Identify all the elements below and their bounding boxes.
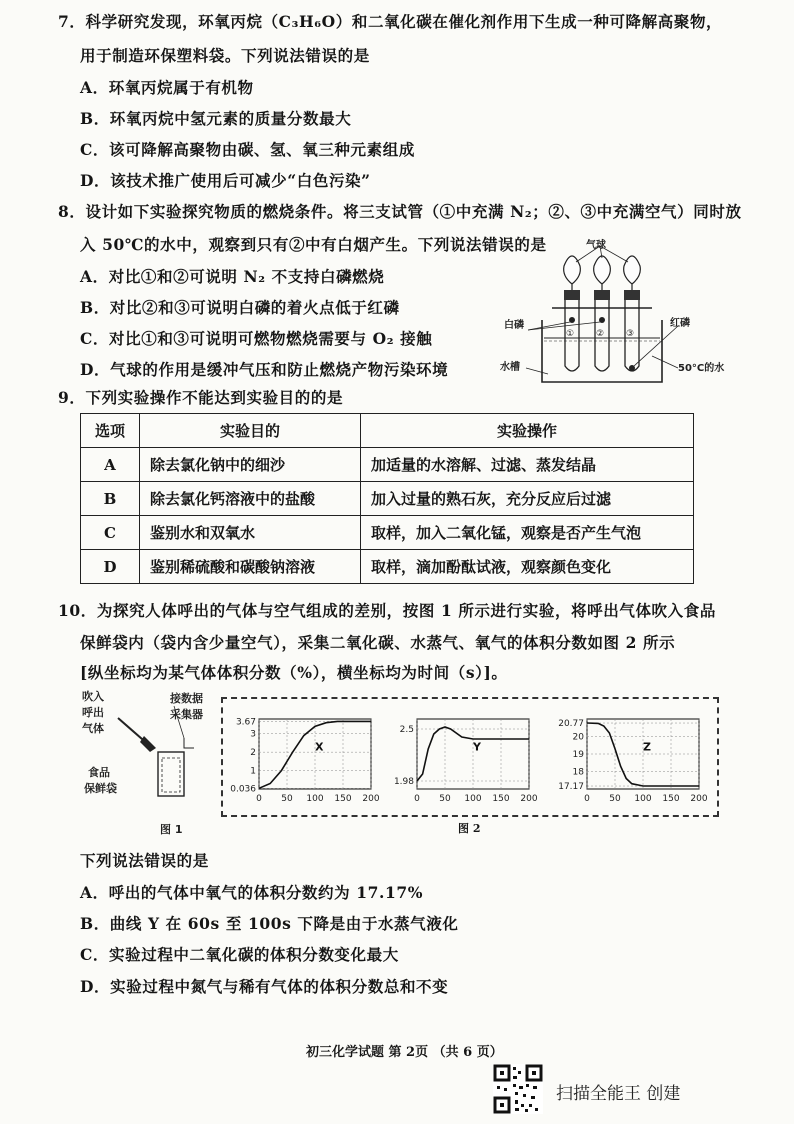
red-phosphorus-label: 红磷 — [670, 318, 690, 329]
table-header-purpose: 实验目的 — [140, 414, 361, 448]
table-cell: 除去氯化钠中的细沙 — [140, 448, 361, 482]
q10-option-d: D．实验过程中氮气与稀有气体的体积分数总和不变 — [80, 977, 449, 996]
table-cell: 取样，滴加酚酞试液，观察颜色变化 — [361, 550, 694, 584]
fig1-blow-label-2: 呼出 — [82, 706, 104, 719]
table-cell: D — [81, 550, 140, 584]
chart-frame — [259, 719, 371, 789]
fig1-sensor-label-1: 接数据 — [170, 692, 203, 705]
fig1-blow-label-1: 吹入 — [82, 690, 104, 703]
chart-x-tick-label: 50 — [439, 794, 451, 804]
q7-option-c: C．该可降解高聚物由碳、氢、氧三种元素组成 — [80, 140, 415, 159]
chart-y-tick-label: 2.5 — [399, 725, 414, 735]
fig1-apparatus — [78, 688, 218, 838]
q10-option-b: B．曲线 Y 在 60s 至 100s 下降是由于水蒸气液化 — [80, 914, 459, 933]
fig2-charts — [221, 697, 719, 817]
chart-y-tick-label: 3.67 — [235, 717, 256, 728]
table-header-option: 选项 — [81, 414, 140, 448]
table-header-operation: 实验操作 — [361, 414, 694, 448]
q10-option-c: C．实验过程中二氧化碳的体积分数变化最大 — [80, 945, 399, 964]
table-cell: A — [81, 448, 140, 482]
chart-x-tick-label: 150 — [492, 794, 510, 804]
qr-code-icon — [493, 1064, 543, 1114]
table-cell: 鉴别水和双氧水 — [140, 516, 361, 550]
q8-stem-line1: 8．设计如下实验探究物质的燃烧条件。将三支试管（①中充满 N₂；②、③中充满空气）同时放 — [58, 202, 742, 221]
scanner-watermark: 扫描全能王 创建 — [556, 1084, 681, 1104]
chart-x-tick-label: 100 — [634, 794, 652, 804]
chart-y-tick-label: 17.17 — [558, 782, 584, 793]
chart-y-tick-label: 19 — [572, 750, 584, 760]
chart-x-tick-label: 200 — [520, 794, 538, 804]
chart-x-tick-label: 150 — [334, 794, 352, 804]
table-header-row — [81, 414, 694, 448]
chart-x-tick-label: 0 — [256, 794, 262, 804]
white-phosphorus-label: 白磷 — [504, 320, 524, 331]
q8-option-d: D．气球的作用是缓冲气压和防止燃烧产物污染环境 — [80, 360, 449, 379]
chart-x-tick-label: 0 — [414, 794, 420, 804]
q10-after-stem: 下列说法错误的是 — [80, 851, 209, 870]
chart-y-tick-label: 1.98 — [393, 777, 414, 787]
fig2-caption: 图 2 — [458, 822, 481, 835]
chart-y-tick-label: 0.036 — [230, 784, 256, 795]
chart-y-tick-label: 20.77 — [558, 719, 584, 730]
table-cell: 加入过量的熟石灰，充分反应后过滤 — [361, 482, 694, 516]
q9-stem: 9．下列实验操作不能达到实验目的的是 — [58, 388, 344, 407]
fig1-bag-label-2: 保鲜袋 — [84, 782, 117, 795]
fig1-bag-label-1: 食品 — [88, 766, 110, 779]
q10-stem-line3: [纵坐标均为某气体体积分数（%），横坐标均为时间（s）]。 — [80, 663, 508, 682]
q8-option-a: A．对比①和②可说明 N₂ 不支持白磷燃烧 — [80, 267, 385, 286]
chart-x-tick-label: 200 — [362, 794, 380, 804]
chart-x-tick-label: 0 — [584, 794, 590, 804]
q7-option-a: A．环氧丙烷属于有机物 — [80, 78, 254, 97]
tube-mark-2: ② — [596, 329, 605, 339]
trough-label: 水槽 — [500, 362, 520, 373]
balloon-label: 气球 — [586, 240, 606, 251]
q9-table — [80, 413, 694, 584]
q7-stem-line1: 7．科学研究发现，环氧丙烷（C₃H₆O）和二氧化碳在催化剂作用下生成一种可降解高聚物， — [58, 12, 723, 31]
chart-x-tick-label: 100 — [306, 794, 324, 804]
q10-stem-line1: 10．为探究人体呼出的气体与空气组成的差别，按图 1 所示进行实验，将呼出气体吹入食品 — [58, 601, 716, 620]
page-footer: 初三化学试题 第 2页 （共 6 页） — [306, 1045, 503, 1060]
table-row — [81, 516, 694, 550]
chart-x-tick-label: 100 — [464, 794, 482, 804]
table-cell: 鉴别稀硫酸和碳酸钠溶液 — [140, 550, 361, 584]
table-cell: B — [81, 482, 140, 516]
chart-y-tick-label: 1 — [250, 766, 256, 777]
chart-x-tick-label: 50 — [281, 794, 293, 804]
q10-stem-line2: 保鲜袋内（袋内含少量空气），采集二氧化碳、水蒸气、氧气的体积分数如图 2 所示 — [80, 633, 676, 652]
chart-x-tick-label: 50 — [609, 794, 621, 804]
q10-option-a: A．呼出的气体中氧气的体积分数约为 17.17% — [80, 883, 424, 902]
table-row — [81, 448, 694, 482]
q7-stem-line2: 用于制造环保塑料袋。下列说法错误的是 — [80, 46, 370, 65]
table-cell: 除去氯化钙溶液中的盐酸 — [140, 482, 361, 516]
chart-x-tick-label: 150 — [662, 794, 680, 804]
q8-option-c: C．对比①和③可说明可燃物燃烧需要与 O₂ 接触 — [80, 329, 433, 348]
combustion-apparatus-figure — [492, 238, 754, 388]
chart-frame — [417, 719, 529, 789]
fig1-caption: 图 1 — [160, 823, 183, 836]
chart-y-tick-label: 3 — [250, 729, 256, 740]
table-cell: 加适量的水溶解、过滤、蒸发结晶 — [361, 448, 694, 482]
table-cell: 取样，加入二氧化锰，观察是否产生气泡 — [361, 516, 694, 550]
tube-mark-3: ③ — [626, 329, 635, 339]
chart-series-label: Z — [643, 740, 651, 754]
table-row — [81, 550, 694, 584]
table-cell: C — [81, 516, 140, 550]
chart-series-label: Y — [473, 740, 481, 754]
chart-x-tick-label: 200 — [690, 794, 708, 804]
q7-option-b: B．环氧丙烷中氢元素的质量分数最大 — [80, 109, 352, 128]
table-row — [81, 482, 694, 516]
chart-y-tick-label: 18 — [572, 767, 584, 778]
fig1-sensor-label-2: 采集器 — [170, 708, 203, 721]
q8-option-b: B．对比②和③可说明白磷的着火点低于红磷 — [80, 298, 400, 317]
q8-stem-line2: 入 50℃的水中，观察到只有②中有白烟产生。下列说法错误的是 — [80, 235, 547, 254]
tube-mark-1: ① — [566, 329, 575, 339]
water-label: 50°C的水 — [678, 363, 725, 374]
chart-y-tick-label: 20 — [572, 732, 584, 743]
chart-y-tick-label: 2 — [250, 748, 256, 759]
q7-option-d: D．该技术推广使用后可减少“白色污染” — [80, 171, 371, 190]
fig1-blow-label-3: 气体 — [82, 722, 104, 735]
chart-series-label: X — [315, 740, 324, 754]
